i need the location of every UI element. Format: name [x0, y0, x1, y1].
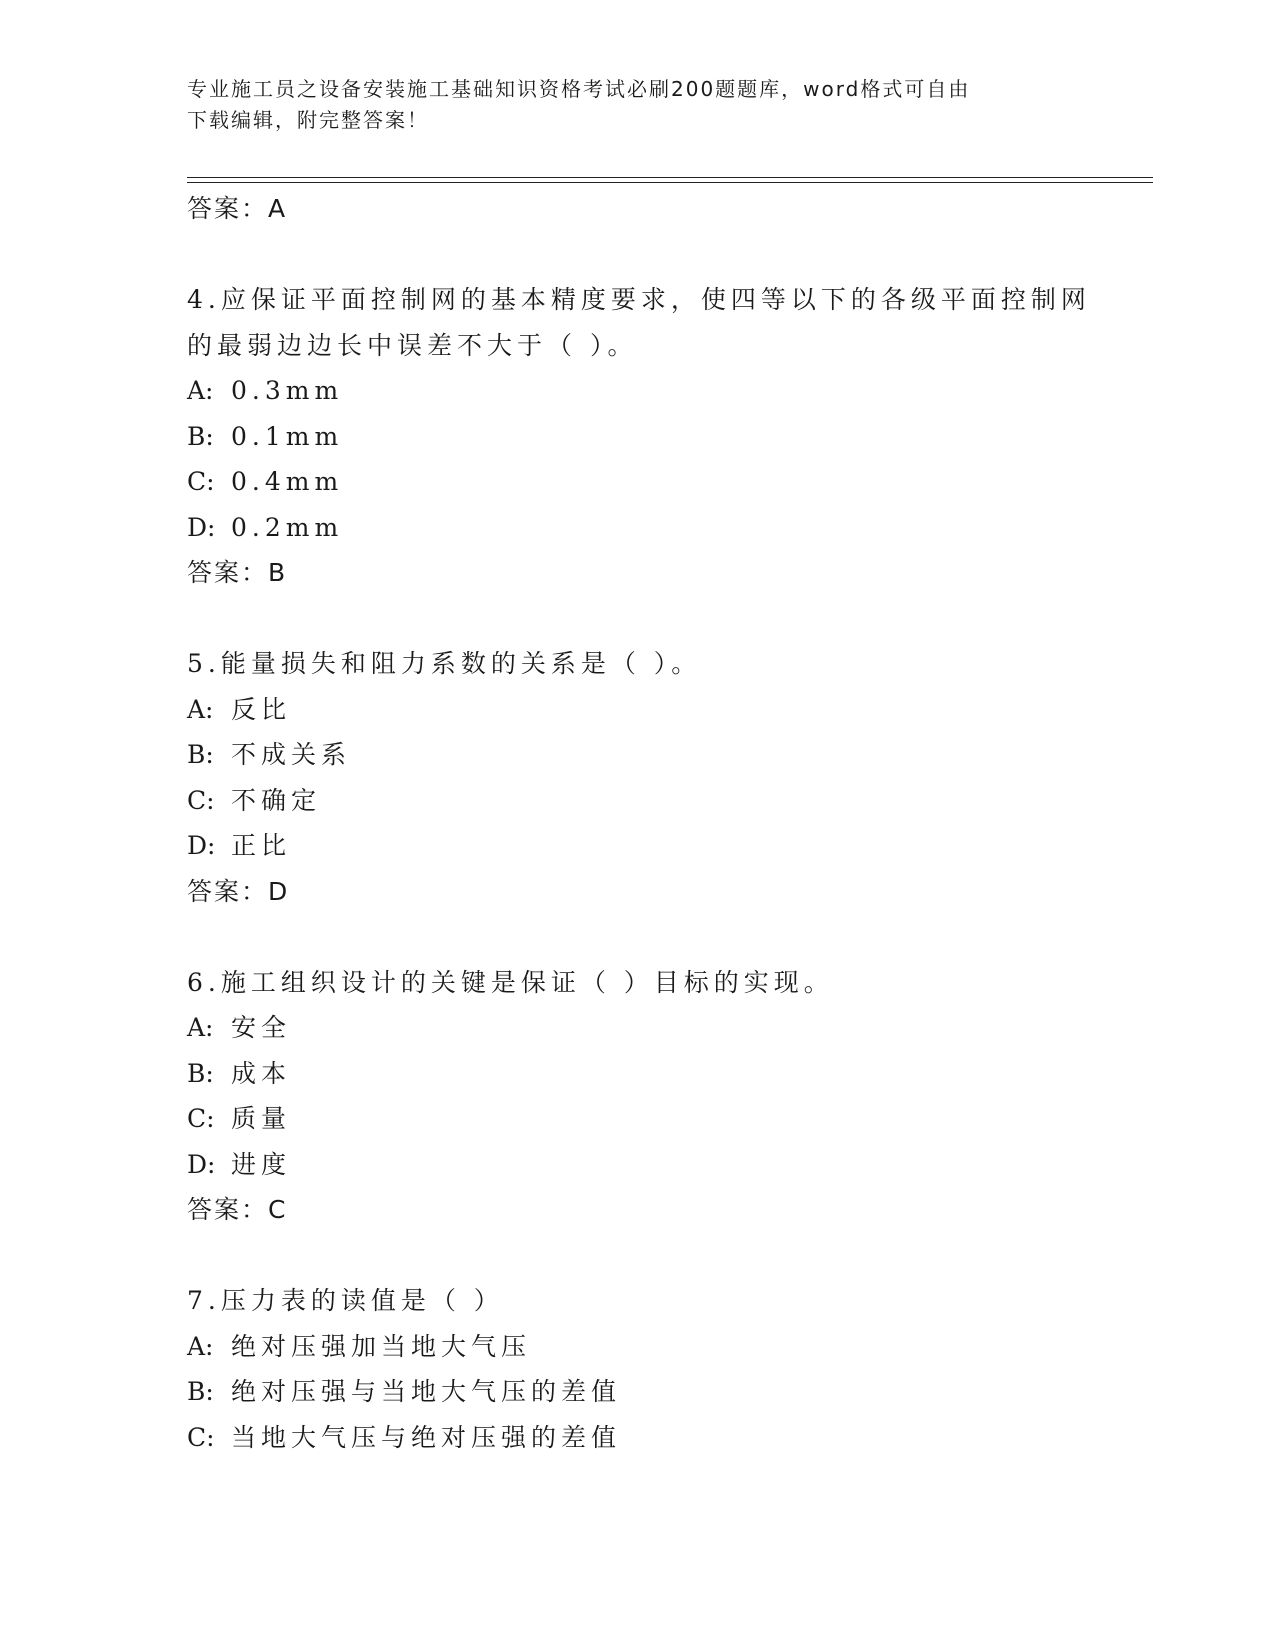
option-label: A: — [187, 1331, 214, 1361]
option-text: 正比 — [231, 831, 292, 860]
header-title-line-2: 下载编辑，附完整答案！ — [187, 108, 429, 132]
option-label: A: — [187, 376, 214, 405]
option-label: C: — [187, 785, 215, 815]
option-row — [187, 1096, 1087, 1142]
option-row — [187, 778, 1087, 824]
option-text: 质量 — [231, 1104, 292, 1133]
option-text: 不确定 — [231, 785, 322, 815]
option-text: 不成关系 — [231, 740, 352, 769]
option-label: D: — [187, 831, 216, 860]
option-label: A: — [187, 1013, 214, 1042]
option-label: D: — [187, 512, 216, 542]
header-title-line-1: 专业施工员之设备安装施工基础知识资格考试必刷200题题库，word格式可自由 — [187, 77, 971, 101]
option-row — [187, 1415, 1087, 1461]
option-text: 0.1mm — [231, 421, 344, 451]
option-row — [187, 459, 1087, 505]
question-stem-line: 7.压力表的读值是（ ） — [187, 1286, 504, 1315]
question-spacer — [187, 596, 1087, 642]
question-stem-line: 6.施工组织设计的关键是保证（ ）目标的实现。 — [187, 967, 834, 997]
option-label: B: — [187, 1058, 214, 1088]
header-divider-bottom — [187, 182, 1153, 183]
question-stem-line: 4.应保证平面控制网的基本精度要求，使四等以下的各级平面控制网 — [187, 285, 1091, 314]
question-spacer — [187, 1233, 1087, 1279]
option-row — [187, 732, 1087, 778]
option-row — [187, 505, 1087, 551]
option-label: B: — [187, 421, 214, 451]
option-label: C: — [187, 1104, 215, 1133]
question-spacer — [187, 232, 1087, 278]
question-stem-line: 5.能量损失和阻力系数的关系是（ ）。 — [187, 649, 702, 678]
option-row — [187, 1324, 1087, 1370]
option-text: 0.2mm — [231, 512, 344, 542]
question-stem-line: 的最弱边边长中误差不大于（ ）。 — [187, 330, 638, 360]
option-text: 反比 — [231, 694, 292, 724]
option-text: 进度 — [231, 1149, 292, 1179]
option-text: 绝对压强加当地大气压 — [231, 1331, 532, 1361]
option-row — [187, 1005, 1087, 1051]
question-spacer — [187, 914, 1087, 960]
option-row — [187, 687, 1087, 733]
option-row — [187, 823, 1087, 869]
option-label: B: — [187, 1377, 214, 1406]
option-row — [187, 368, 1087, 414]
option-row — [187, 1369, 1087, 1415]
answer-line: 答案：B — [187, 558, 288, 587]
option-label: C: — [187, 1422, 215, 1452]
document-header — [187, 74, 1067, 136]
question-block — [187, 1278, 1087, 1460]
question-list — [187, 186, 1091, 1460]
question-block — [187, 641, 1087, 914]
option-text: 当地大气压与绝对压强的差值 — [231, 1422, 622, 1452]
option-text: 成本 — [231, 1058, 292, 1088]
option-text: 0.4mm — [231, 467, 344, 496]
option-row — [187, 1142, 1087, 1188]
question-block — [187, 277, 1091, 596]
option-row — [187, 1051, 1087, 1097]
option-row — [187, 414, 1087, 460]
option-label: D: — [187, 1149, 216, 1179]
option-label: B: — [187, 740, 214, 769]
option-label: C: — [187, 467, 215, 496]
option-text: 安全 — [231, 1013, 292, 1042]
option-text: 绝对压强与当地大气压的差值 — [231, 1377, 622, 1406]
question-block — [187, 960, 1087, 1233]
answer-line: 答案：D — [187, 876, 290, 906]
previous-answer: 答案：A — [187, 194, 288, 223]
option-text: 0.3mm — [231, 376, 344, 405]
answer-line: 答案：C — [187, 1195, 288, 1224]
option-label: A: — [187, 694, 214, 724]
header-divider-top — [187, 177, 1153, 178]
